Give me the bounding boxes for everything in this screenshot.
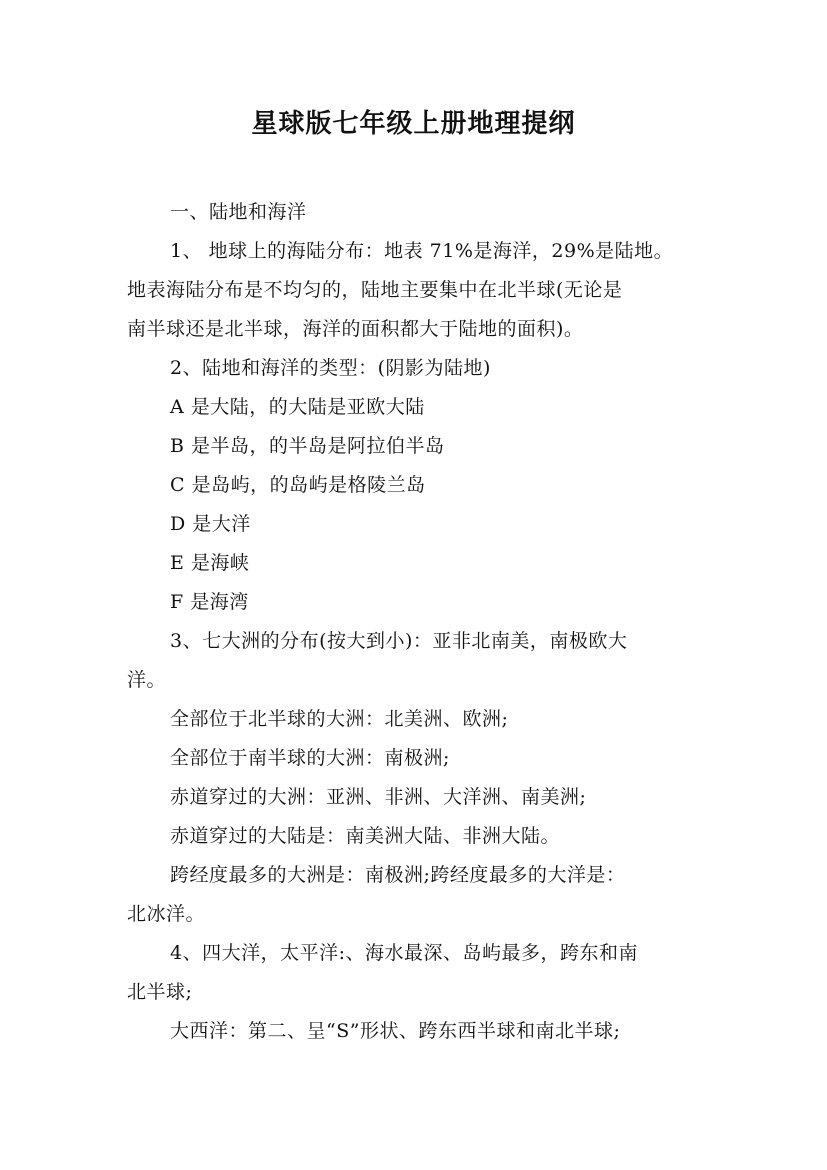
paragraph-line: 跨经度最多的大洲是：南极洲;跨经度最多的大洋是：: [170, 864, 626, 886]
paragraph-line: 北冰洋。: [127, 903, 206, 925]
paragraph-line: 地表海陆分布是不均匀的，陆地主要集中在北半球(无论是: [127, 279, 623, 301]
paragraph-line: 4、四大洋，太平洋:、海水最深、岛屿最多，跨东和南: [170, 942, 638, 964]
list-item: C 是岛屿，的岛屿是格陵兰岛: [170, 474, 426, 496]
page-title: 星球版七年级上册地理提纲: [251, 109, 576, 139]
paragraph-line: 2、陆地和海洋的类型：(阴影为陆地): [170, 357, 491, 379]
paragraph-line: 北半球;: [127, 981, 193, 1003]
list-item: E 是海峡: [170, 552, 250, 574]
paragraph-line: 赤道穿过的大洲：亚洲、非洲、大洋洲、南美洲;: [170, 786, 587, 808]
paragraph-line: 南半球还是北半球，海洋的面积都大于陆地的面积)。: [127, 318, 584, 340]
list-item: F 是海湾: [170, 591, 249, 613]
list-item: A 是大陆，的大陆是亚欧大陆: [170, 396, 425, 418]
paragraph-line: 洋。: [127, 669, 167, 691]
paragraph-line: 赤道穿过的大陆是：南美洲大陆、非洲大陆。: [170, 825, 561, 847]
list-item: D 是大洋: [170, 513, 251, 535]
paragraph-line: 全部位于南半球的大洲：南极洲;: [170, 747, 450, 769]
paragraph-line: 全部位于北半球的大洲：北美洲、欧洲;: [170, 708, 509, 730]
list-item: B 是半岛，的半岛是阿拉伯半岛: [170, 435, 445, 457]
paragraph-line: 大西洋：第二、呈“S”形状、跨东西半球和南北半球;: [170, 1020, 621, 1042]
paragraph-line: 3、七大洲的分布(按大到小)：亚非北南美，南极欧大: [170, 630, 628, 652]
section-heading: 一、陆地和海洋: [170, 201, 307, 223]
paragraph-line: 1、 地球上的海陆分布：地表 71%是海洋，29%是陆地。: [170, 240, 674, 262]
